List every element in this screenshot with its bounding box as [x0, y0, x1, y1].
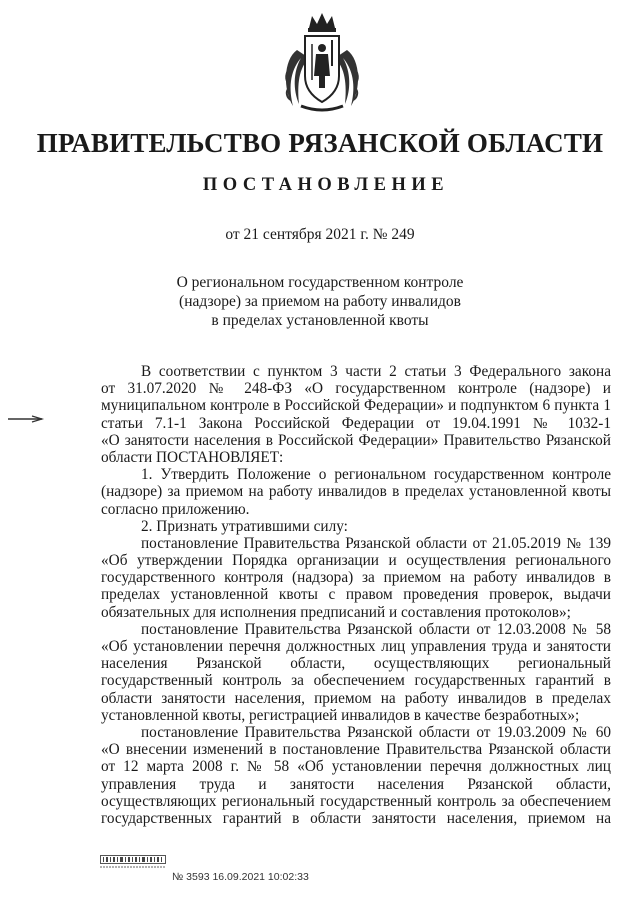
body-line: пределах установленной квоты с правом проведения проверок, выдачи	[101, 586, 611, 604]
body-line: от 12 марта 2008 г. № 58 «Об установлении перечня должностных лиц	[101, 758, 611, 776]
body-line: постановление Правительства Рязанской области от 21.05.2019 № 139	[141, 534, 611, 552]
body-line: статьи 7.1-1 Закона Российской Федерации от 19.04.1991 № 1032-1	[101, 414, 611, 432]
subject-line: в пределах установленной квоты	[211, 312, 429, 329]
body-line: государственный контроль за обеспечением государственных гарантий в	[101, 672, 611, 690]
registration-stamp: № 3593 16.09.2021 10:02:33	[172, 871, 309, 883]
body-line: постановление Правительства Рязанской области от 19.03.2009 № 60	[141, 723, 611, 741]
document-type: ПОСТАНОВЛЕНИЕ	[202, 175, 450, 195]
document-subject	[0, 273, 640, 330]
body-line: области ПОСТАНОВЛЯЕТ:	[101, 448, 284, 466]
body-line: обязательных для исполнения предписаний и составления протоколов»;	[101, 603, 571, 621]
body-line: постановление Правительства Рязанской области от 12.03.2008 № 58	[141, 620, 611, 638]
subject-line: (надзоре) за приемом на работу инвалидов	[179, 293, 461, 310]
body-line: «Об утверждении Порядка организации и осуществления регионального	[101, 552, 611, 570]
body-line: установленной квоты, регистрацией инвалидов в качестве безработных»;	[101, 706, 580, 724]
margin-mark	[6, 415, 46, 423]
body-line: «О занятости населения в Российской Федерации» Правительство Рязанской	[101, 431, 611, 449]
body-line: (надзоре) за приемом на работу инвалидов в пределах установленной квоты	[101, 483, 611, 501]
body-line: управления труда и занятости населения Рязанской области,	[101, 775, 611, 793]
body-line: 1. Утвердить Положение о региональном государственном контроле	[141, 466, 611, 484]
document-body	[101, 363, 611, 827]
body-line: осуществляющих региональный государственный контроль за обеспечением	[101, 792, 611, 810]
body-line: «Об установлении перечня должностных лиц управления труда и занятости	[101, 638, 611, 655]
body-line: «О внесении изменений в постановление Правительства Рязанской области	[101, 741, 611, 759]
body-line: 2. Признать утратившими силу:	[141, 517, 348, 535]
body-line: государственных гарантий в области занятости населения, приемом на	[101, 809, 611, 827]
subject-line: О региональном государственном контроле	[176, 274, 464, 291]
body-line: от 31.07.2020 № 248-ФЗ «О государственном контроле (надзоре) и	[101, 380, 611, 398]
body-line: государственного контроля (надзора) за приемом на работу инвалидов в	[101, 569, 611, 587]
body-line: В соответствии с пунктом 3 части 2 статьи 3 Федерального закона	[141, 363, 611, 380]
coat-of-arms-emblem	[279, 10, 365, 116]
government-title: ПРАВИТЕЛЬСТВО РЯЗАНСКОЙ ОБЛАСТИ	[36, 128, 604, 158]
barcode-stamp	[100, 855, 166, 869]
body-line: области занятости населения, приемом на работу инвалидов в пределах	[101, 689, 611, 707]
body-line: согласно приложению.	[101, 500, 250, 518]
body-line: населения Рязанской области, осуществляющих региональный	[101, 655, 611, 673]
body-line: муниципальном контроле в Российской Федерации» и подпунктом 6 пункта 1	[101, 397, 611, 415]
date-and-number: от 21 сентября 2021 г. № 249	[225, 226, 415, 243]
